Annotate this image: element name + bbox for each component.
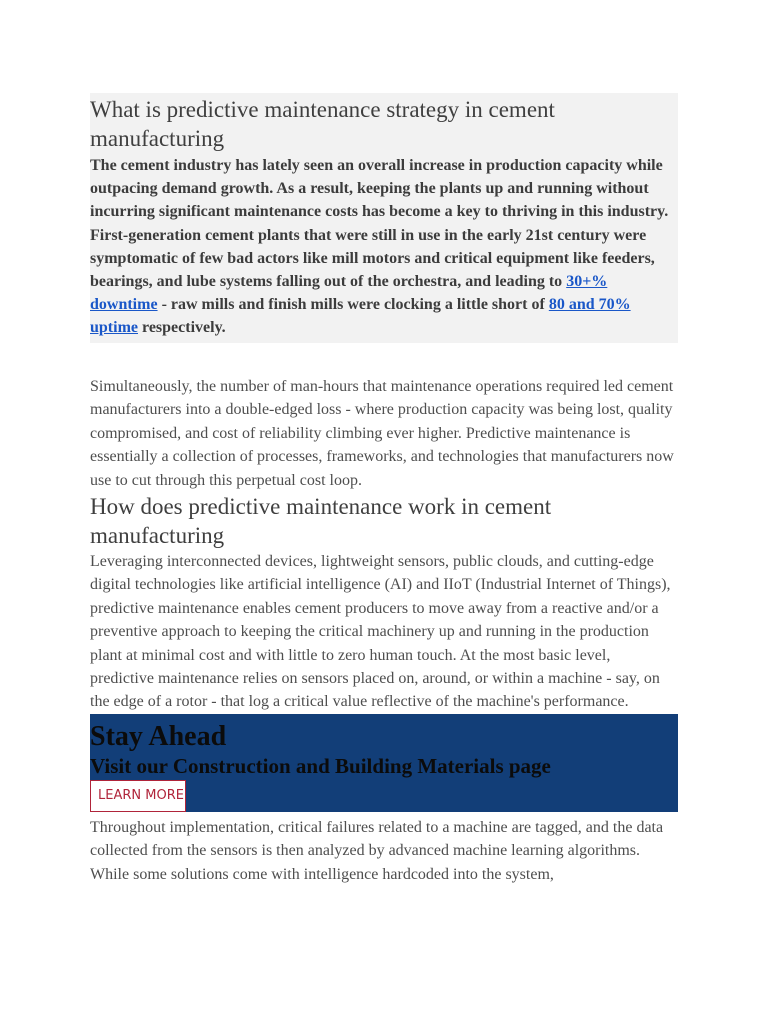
stay-ahead-banner: [90, 714, 678, 812]
downtime-link[interactable]: 30+% downtime: [90, 273, 608, 314]
uptime-link[interactable]: 80 and 70% uptime: [90, 296, 631, 337]
paragraph-man-hours: Simultaneously, the number of man-hours that maintenance operations required led cement manufacturers into a double-edged loss - where production capacity was being lost, quality compromised, and cost of reliability climbing ever higher. Predictive maintenance is essentially a collection of processes, frameworks, and technologies that manufacturers now use to cut through this perpetual cost loop.: [90, 378, 674, 489]
article: [90, 93, 678, 886]
section-title-predictive-maintenance-strategy: What is predictive maintenance strategy in cement manufacturing: [90, 97, 555, 151]
intro-paragraph: [90, 154, 678, 340]
intro-text-part1: The cement industry has lately seen an overall increase in production capacity while outpacing demand growth. As a result, keeping the plants up and running without incurring significant maintenance costs has become a key to thriving in this industry. First-generation cement plants that were still in use in the early 21st century were symptomatic of few bad actors like mill motors and critical equipment like feeders, bearings, and lube systems falling out of the orchestra, and leading to: [90, 157, 669, 291]
intro-text-part2: - raw mills and finish mills were clocking a little short of: [157, 296, 549, 314]
section-title-how-it-works: How does predictive maintenance work in cement manufacturing: [90, 494, 552, 549]
paragraph-implementation: Throughout implementation, critical failures related to a machine are tagged, and the data collected from the sensors is then analyzed by advanced machine learning algorithms. While some solutions come with intelligence hardcoded into the system,: [90, 818, 664, 883]
banner-title: Stay Ahead: [90, 720, 227, 752]
intro-section: [90, 93, 678, 343]
paragraph-how-it-works: Leveraging interconnected devices, lightweight sensors, public clouds, and cutting-edge digital technologies like artificial intelligence (AI) and IIoT (Industrial Internet of Things), predictive maintenance enables cement producers to move away from a reactive and/or a preventive approach to keeping the critical machinery up and running in the production plant at minimal cost and with little to zero human touch. At the most basic level, predictive maintenance relies on sensors placed on, around, or within a machine - say, on the edge of a rotor - that log a critical value reflective of the machine's performance.: [90, 553, 671, 711]
learn-more-button[interactable]: LEARN MORE: [90, 780, 186, 812]
intro-text-part3: respectively.: [138, 319, 226, 337]
banner-subtitle: Visit our Construction and Building Materials page: [90, 753, 551, 778]
